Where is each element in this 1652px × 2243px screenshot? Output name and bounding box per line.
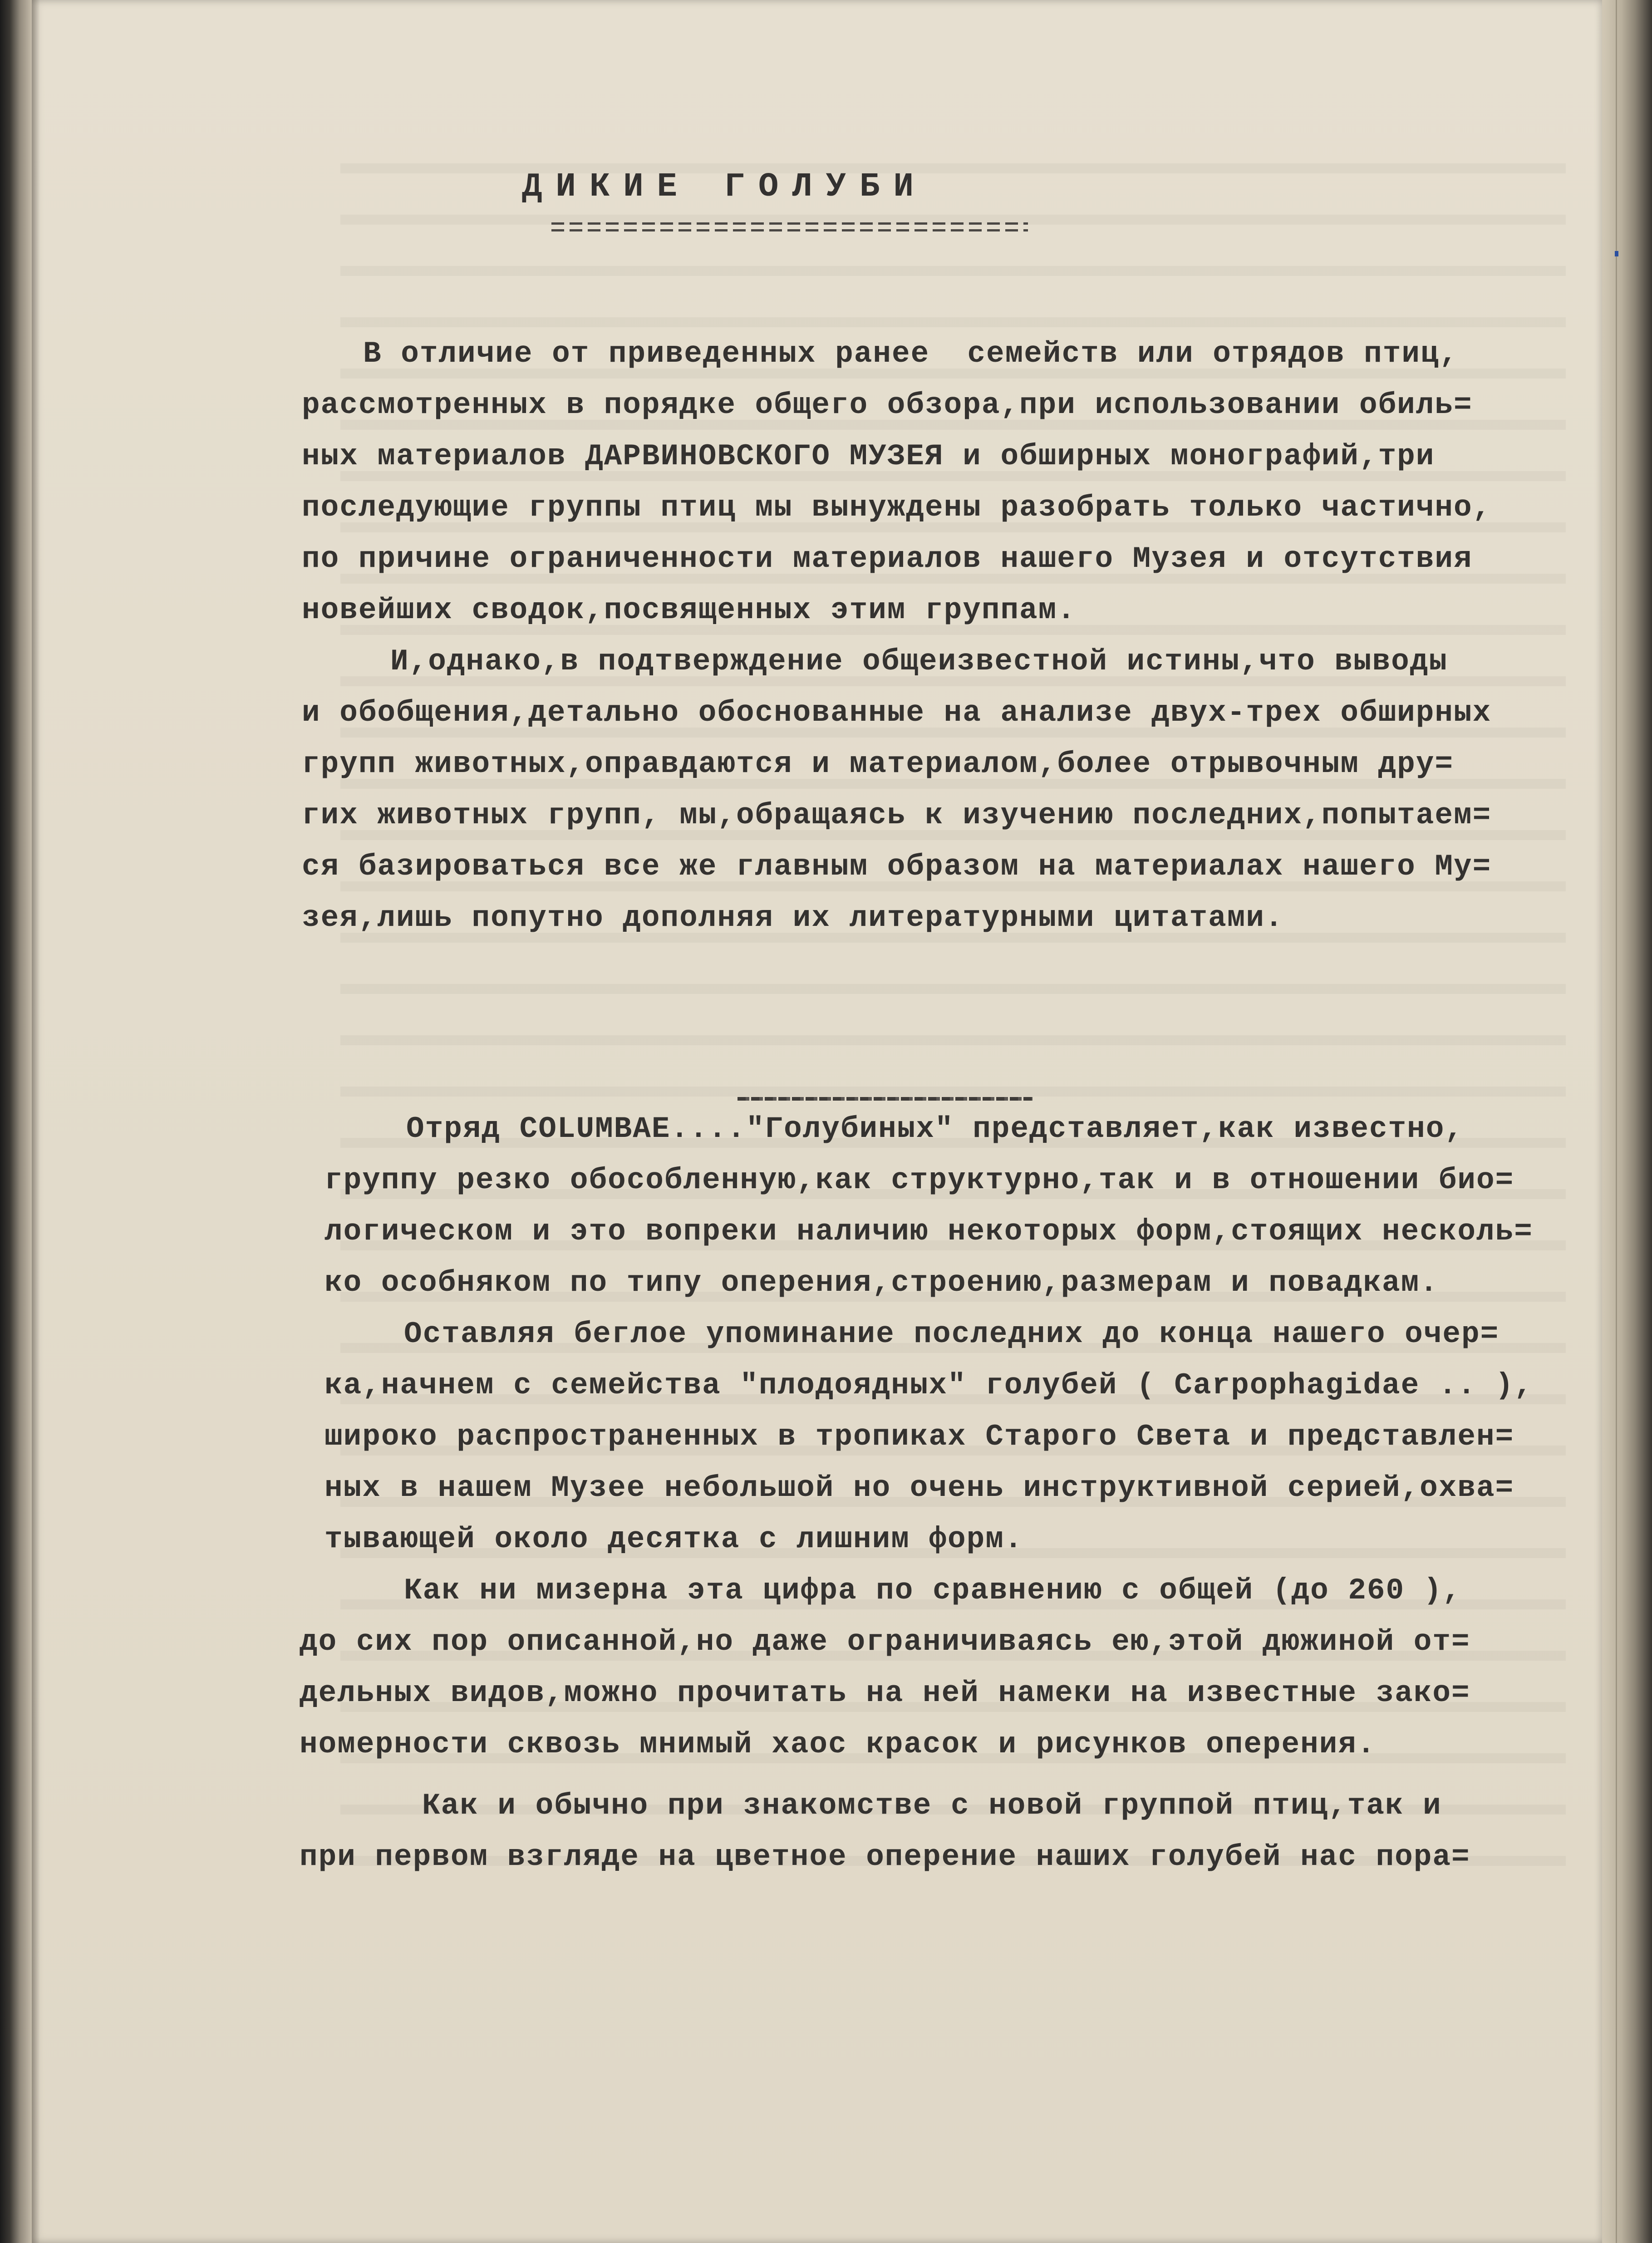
text-line: при первом взгляде на цветное оперение наших голубей нас пора= [300, 1840, 1470, 1874]
text-line: Как и обычно при знакомстве с новой группой птиц,так и [422, 1789, 1442, 1823]
text-line: гих животных групп, мы,обращаясь к изучению последних,попытаем= [302, 798, 1492, 832]
text-line: новейших сводок,посвященных этим группам. [302, 593, 1076, 627]
text-line: логическом и это вопреки наличию некоторых форм,стоящих несколь= [324, 1215, 1533, 1249]
text-line: Отряд COLUMBAE...."Голубиных" представляет,как известно, [406, 1112, 1464, 1146]
typewritten-sheet [32, 0, 1602, 2243]
text-line: ных в нашем Музее небольшой но очень инструктивной серией,охва= [324, 1471, 1514, 1505]
ink-mark [1615, 251, 1618, 256]
title-double-underline [551, 222, 1028, 231]
text-line: по причине ограниченности материалов нашего Музея и отсутствия [302, 542, 1473, 576]
text-line: последующие группы птиц мы вынуждены разобрать только частично, [302, 491, 1492, 525]
text-line: ся базироваться все же главным образом на материалах нашего Му= [302, 850, 1492, 884]
text-line: ка,начнем с семейства "плодоядных" голубей ( Carpophagidae .. ), [324, 1368, 1533, 1402]
text-line: и обобщения,детально обоснованные на анализе двух-трех обширных [302, 696, 1492, 730]
text-line: В отличие от приведенных ранее семейств или отрядов птиц, [363, 337, 1459, 371]
text-line: широко распространенных в тропиках Старого Света и представлен= [324, 1420, 1514, 1454]
text-line: Как ни мизерна эта цифра по сравнению с общей (до 260 ), [404, 1574, 1461, 1608]
text-line: до сих пор описанной,но даже ограничиваясь ею,этой дюжиной от= [300, 1625, 1470, 1659]
text-line: номерности сквозь мнимый хаос красок и рисунков оперения. [300, 1727, 1376, 1761]
text-line: групп животных,оправдаются и материалом,более отрывочным дру= [302, 747, 1454, 781]
binding-edge [0, 0, 33, 2243]
page-title: ДИКИЕ ГОЛУБИ [522, 168, 927, 206]
text-line: тывающей около десятка с лишним форм. [324, 1522, 1023, 1556]
text-line: ко особняком по типу оперения,строению,размерам и повадкам. [324, 1266, 1439, 1300]
text-line: группу резко обособленную,как структурно,так и в отношении био= [324, 1163, 1514, 1197]
text-line: Оставляя беглое упоминание последних до конца нашего очер= [404, 1317, 1500, 1351]
section-divider [738, 1097, 1032, 1101]
text-line: И,однако,в подтверждение общеизвестной истины,что выводы [390, 644, 1448, 679]
text-line: дельных видов,можно прочитать на ней намеки на известные зако= [300, 1676, 1470, 1710]
text-line: зея,лишь попутно дополняя их литературными цитатами. [302, 901, 1284, 935]
text-line: рассмотренных в порядке общего обзора,при использовании обиль= [302, 388, 1473, 422]
text-line: ных материалов ДАРВИНОВСКОГО МУЗЕЯ и обширных монографий,три [302, 439, 1435, 473]
